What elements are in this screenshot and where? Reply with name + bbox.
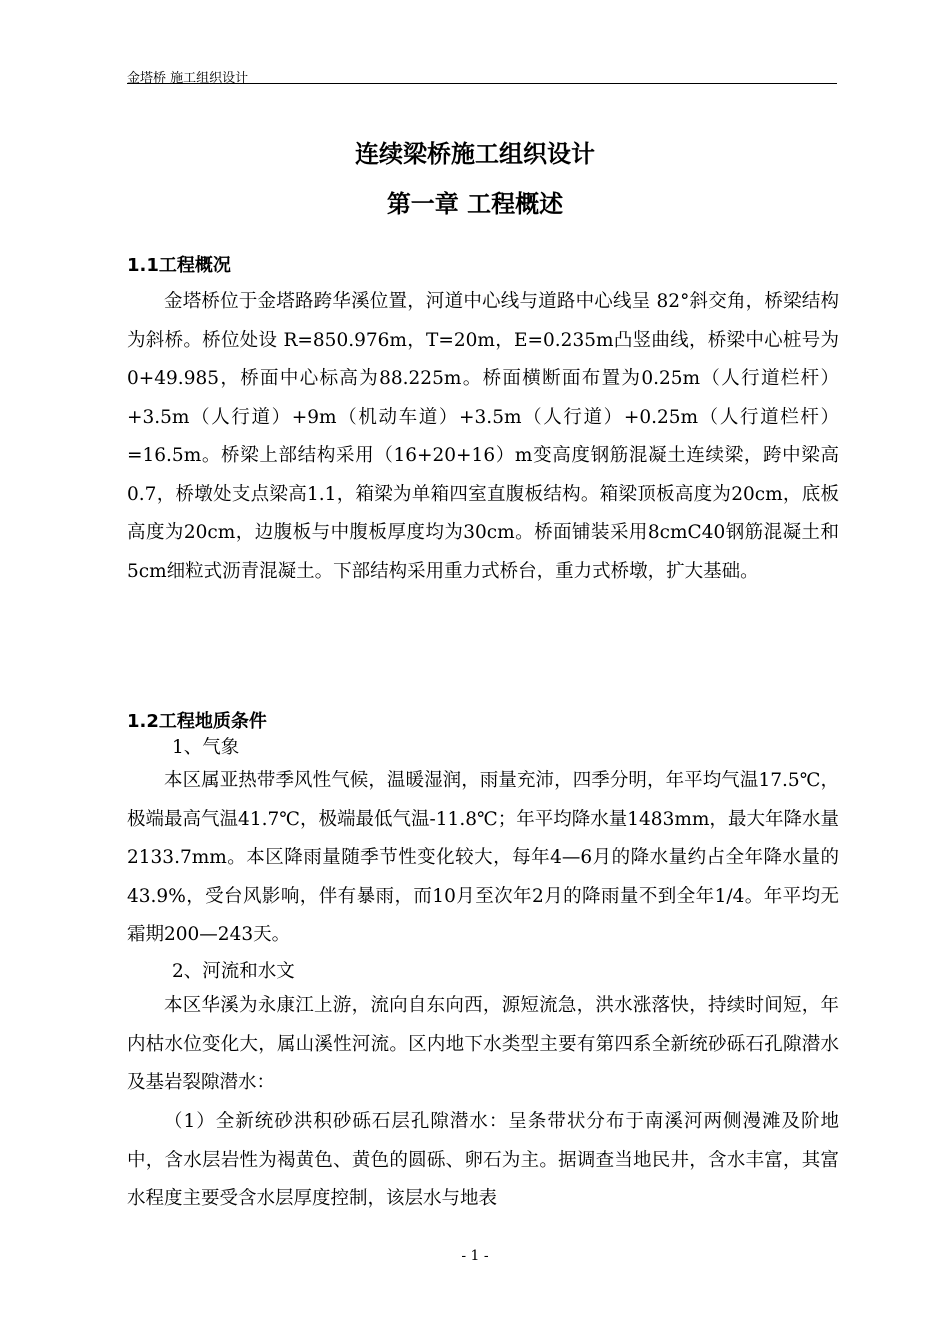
section-heading-1-1: 1.1工程概况: [127, 255, 231, 276]
header-rule: [127, 83, 837, 84]
climate-paragraph: 本区属亚热带季风性气候，温暖湿润，雨量充沛，四季分明，年平均气温17.5℃，极端最高气温41.7℃，极端最低气温-11.8℃；年平均降水量1483mm，最大年降水量2133.7mm。本区降雨量随季节性变化较大，每年4—6月的降水量约占全年降水量的43.9%，受台风影响，伴有暴雨，而10月至次年2月的降雨量不到全年1/4。年平均无霜期200—243天。: [127, 770, 839, 945]
subheading-climate: 1、气象: [172, 737, 240, 758]
section-heading-1-2: 1.2工程地质条件: [127, 711, 267, 732]
groundwater-item-1: （1）全新统砂洪积砂砾石层孔隙潜水：呈条带状分布于南溪河两侧漫滩及阶地中，含水层岩性为褐黄色、黄色的圆砾、卵石为主。据调查当地民井，含水丰富，其富水程度主要受含水层厚度控制，该层水与地表: [127, 1111, 839, 1209]
document-title: 连续梁桥施工组织设计: [355, 140, 595, 168]
header-text: 金塔桥 施工组织设计: [127, 71, 249, 86]
river-paragraph: 本区华溪为永康江上游，流向自东向西，源短流急，洪水涨落快，持续时间短，年内枯水位变化大，属山溪性河流。区内地下水类型主要有第四系全新统砂砾石孔隙潜水及基岩裂隙潜水：: [127, 995, 839, 1093]
chapter-title: 第一章 工程概述: [386, 190, 564, 218]
page-number: - 1 -: [461, 1248, 489, 1264]
subheading-river: 2、河流和水文: [172, 961, 295, 982]
section-1-1-body: 金塔桥位于金塔路跨华溪位置，河道中心线与道路中心线呈 82°斜交角，桥梁结构为斜桥。桥位处设 R=850.976m，T=20m，E=0.235m凸竖曲线，桥梁中心桩号为0+49.985，桥面中心标高为88.225m。桥面横断面布置为0.25m（人行道栏杆）+3.5m（人行道）+9m（机动车道）+3.5m（人行道）+0.25m（人行道栏杆）=16.5m。桥梁上部结构采用（16+20+16）m变高度钢筋混凝土连续梁，跨中梁高0.7，桥墩处支点梁高1.1，箱梁为单箱四室直腹板结构。箱梁顶板高度为20cm，底板高度为20cm，边腹板与中腹板厚度均为30cm。桥面铺装采用8cmC40钢筋混凝土和5cm细粒式沥青混凝土。下部结构采用重力式桥台，重力式桥墩，扩大基础。: [127, 291, 839, 582]
